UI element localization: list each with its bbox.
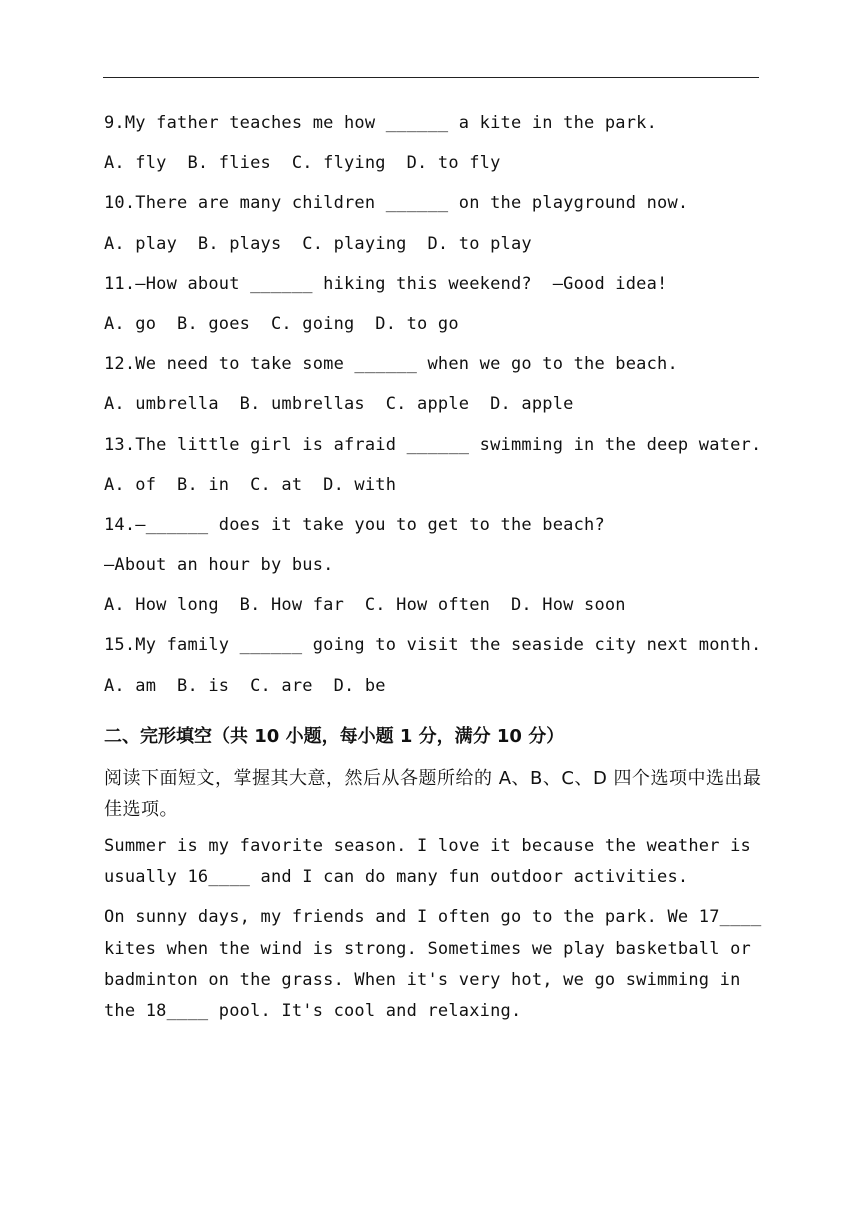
passage-paragraph-2: On sunny days, my friends and I often go to the park. We 17____ kites when the wind is strong. Sometimes we play basketball or badminton on the grass. When it's very hot, we go swimming in the 18____ pool. It's cool and relaxing.: [104, 907, 762, 1022]
question-12-options: A. umbrella B. umbrellas C. apple D. apple: [104, 394, 574, 415]
question-11-stem: 11.—How about ______ hiking this weekend? —Good idea!: [104, 273, 668, 294]
question-13-options: A. of B. in C. at D. with: [104, 474, 397, 495]
question-11-options: A. go B. goes C. going D. to go: [104, 313, 459, 334]
section-instruction: 阅读下面短文，掌握其大意，然后从各题所给的 A、B、C、D 四个选项中选出最佳选项。: [104, 767, 762, 820]
passage-paragraph-1: Summer is my favorite season. I love it because the weather is usually 16____ and I can do many fun outdoor activities.: [104, 835, 751, 888]
question-9-options: A. fly B. flies C. flying D. to fly: [104, 153, 501, 174]
question-9-stem: 9.My father teaches me how ______ a kite in the park.: [104, 113, 658, 133]
question-14-answer-line: —About an hour by bus.: [104, 555, 334, 576]
page-content: [104, 103, 764, 1037]
question-10-options: A. play B. plays C. playing D. to play: [104, 233, 532, 254]
question-15-stem: 15.My family ______ going to visit the seaside city next month.: [104, 635, 762, 656]
question-15-options: A. am B. is C. are D. be: [104, 675, 386, 696]
question-14-options: A. How long B. How far C. How often D. How soon: [104, 595, 626, 616]
question-10-stem: 10.There are many children ______ on the playground now.: [104, 193, 689, 214]
question-12-stem: 12.We need to take some ______ when we go to the beach.: [104, 354, 678, 375]
question-14-stem: 14.—______ does it take you to get to the beach?: [104, 514, 605, 535]
section-heading: 二、完形填空（共 10 小题，每小题 1 分，满分 10 分）: [104, 725, 565, 747]
question-13-stem: 13.The little girl is afraid ______ swimming in the deep water.: [104, 434, 762, 455]
header-rule: [103, 77, 759, 78]
